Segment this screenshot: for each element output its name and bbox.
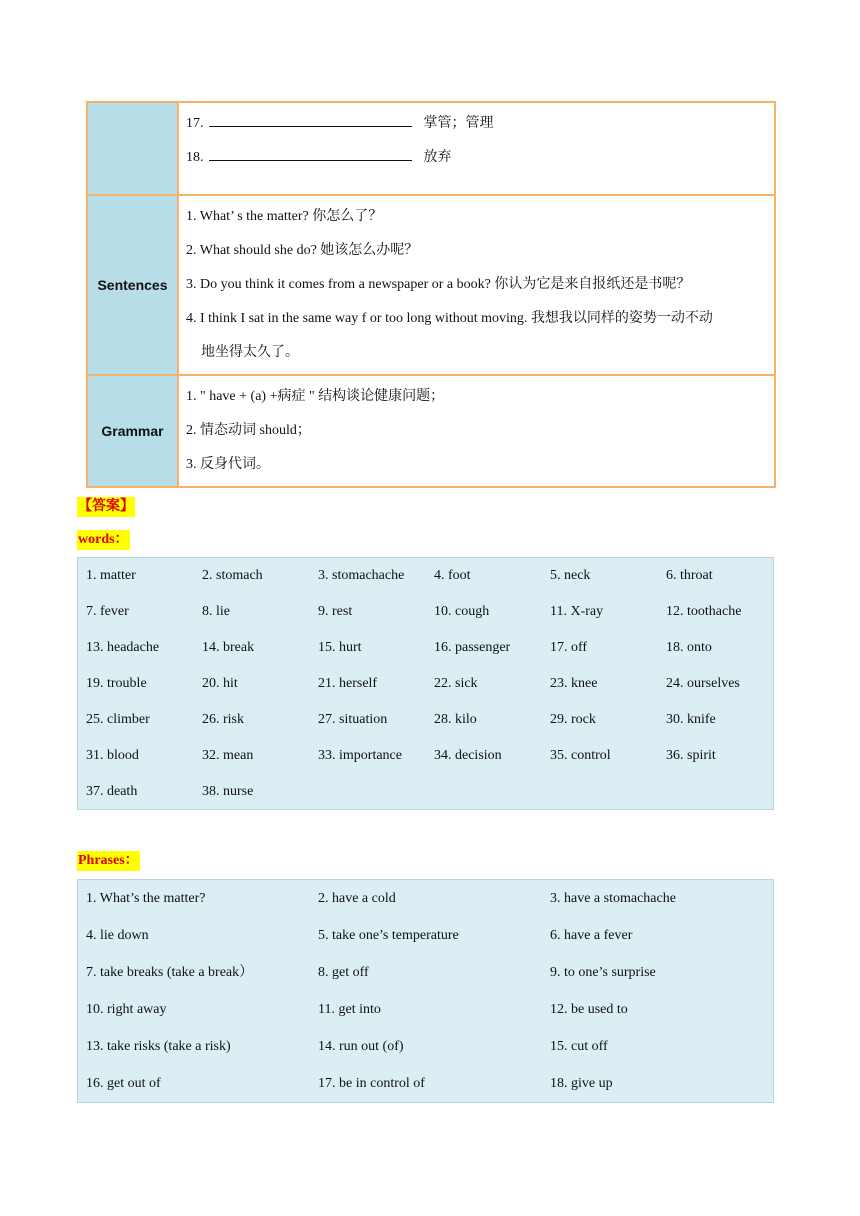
sentence-line: 2. What should she do? 她该怎么办呢？ bbox=[186, 243, 419, 258]
phrase-answer-item: 12. be used to bbox=[550, 1002, 628, 1017]
fill-blank bbox=[209, 148, 412, 161]
grammar-line: 1. " have + (a) +病症 " 结构谈论健康问题； bbox=[186, 389, 445, 404]
word-number: 18. bbox=[186, 150, 204, 165]
word-line-18 bbox=[186, 141, 768, 175]
grammar-line: 3. 反身代词。 bbox=[186, 457, 270, 472]
word-answer-item: 35. control bbox=[550, 748, 611, 763]
word-answer-item: 10. cough bbox=[434, 604, 490, 619]
word-number: 17. bbox=[186, 116, 204, 131]
table-row-grammar bbox=[88, 374, 774, 486]
word-answer-item: 4. foot bbox=[434, 568, 471, 583]
word-answer-item: 25. climber bbox=[86, 712, 150, 727]
phrase-answer-item: 3. have a stomachache bbox=[550, 891, 676, 906]
word-answer-item: 5. neck bbox=[550, 568, 591, 583]
grammar-line: 2. 情态动词 should； bbox=[186, 423, 311, 438]
word-answer-item: 11. X-ray bbox=[550, 604, 604, 619]
phrases-grid bbox=[78, 880, 773, 1102]
words-grid bbox=[78, 558, 773, 810]
word-answer-item: 18. onto bbox=[666, 640, 712, 655]
phrase-answer-item: 18. give up bbox=[550, 1076, 613, 1091]
word-answer-item: 17. off bbox=[550, 640, 588, 655]
words-heading: words： bbox=[77, 530, 130, 550]
phrase-answer-item: 9. to one’s surprise bbox=[550, 965, 656, 980]
word-answer-item: 33. importance bbox=[318, 748, 402, 763]
phrase-answer-item: 13. take risks (take a risk) bbox=[86, 1039, 231, 1054]
word-answer-item: 14. break bbox=[202, 640, 255, 655]
word-answer-item: 9. rest bbox=[318, 604, 353, 619]
word-answer-item: 6. throat bbox=[666, 568, 713, 583]
phrase-answer-item: 15. cut off bbox=[550, 1039, 608, 1054]
sentence-line-continued: 地坐得太久了。 bbox=[201, 345, 299, 360]
phrases-heading: Phrases： bbox=[77, 851, 140, 871]
word-answer-item: 38. nurse bbox=[202, 784, 254, 799]
word-answer-item: 27. situation bbox=[318, 712, 388, 727]
word-meaning: 放弃 bbox=[423, 150, 452, 165]
word-answer-item: 37. death bbox=[86, 784, 138, 799]
phrase-answer-item: 7. take breaks (take a break） bbox=[86, 965, 254, 980]
word-answer-item: 1. matter bbox=[86, 568, 136, 583]
word-answer-item: 31. blood bbox=[86, 748, 139, 763]
table-row-words bbox=[88, 103, 774, 194]
row-content-sentences bbox=[179, 196, 774, 374]
sentence-line: 3. Do you think it comes from a newspaper or a book? 你认为它是来自报纸还是书呢？ bbox=[186, 277, 691, 292]
word-answer-item: 2. stomach bbox=[202, 568, 263, 583]
row-content-words bbox=[179, 103, 774, 194]
word-answer-item: 28. kilo bbox=[434, 712, 477, 727]
word-answer-item: 20. hit bbox=[202, 676, 238, 691]
word-answer-item: 7. fever bbox=[86, 604, 129, 619]
word-answer-item: 8. lie bbox=[202, 604, 230, 619]
answer-heading: 【答案】 bbox=[77, 497, 135, 517]
row-label-sentences: Sentences bbox=[88, 196, 179, 374]
words-answer-box bbox=[77, 557, 774, 810]
phrase-answer-item: 17. be in control of bbox=[318, 1076, 425, 1091]
row-content-grammar bbox=[179, 376, 774, 486]
sentence-line: 4. I think I sat in the same way f or too long without moving. 我想我以同样的姿势一动不动 bbox=[186, 311, 713, 326]
fill-blank bbox=[209, 114, 412, 127]
word-answer-item: 16. passenger bbox=[434, 640, 511, 655]
phrase-answer-item: 2. have a cold bbox=[318, 891, 396, 906]
word-answer-item: 23. knee bbox=[550, 676, 598, 691]
word-answer-item: 13. headache bbox=[86, 640, 160, 655]
word-answer-item: 29. rock bbox=[550, 712, 596, 727]
table-row-sentences bbox=[88, 194, 774, 374]
vocabulary-table bbox=[86, 101, 776, 488]
word-meaning: 掌管；管理 bbox=[423, 116, 494, 131]
word-answer-item: 21. herself bbox=[318, 676, 378, 691]
phrase-answer-item: 14. run out (of) bbox=[318, 1039, 404, 1054]
phrase-answer-item: 11. get into bbox=[318, 1002, 381, 1017]
word-answer-item: 34. decision bbox=[434, 748, 502, 763]
phrases-answer-box bbox=[77, 879, 774, 1103]
word-answer-item: 12. toothache bbox=[666, 604, 742, 619]
phrase-answer-item: 6. have a fever bbox=[550, 928, 633, 943]
sentence-line: 1. What’ s the matter? 你怎么了？ bbox=[186, 209, 383, 224]
phrase-answer-item: 8. get off bbox=[318, 965, 369, 980]
phrase-answer-item: 4. lie down bbox=[86, 928, 149, 943]
row-label-words bbox=[88, 103, 179, 194]
word-answer-item: 26. risk bbox=[202, 712, 244, 727]
phrase-answer-item: 1. What’s the matter? bbox=[86, 891, 206, 906]
word-answer-item: 36. spirit bbox=[666, 748, 716, 763]
word-answer-item: 24. ourselves bbox=[666, 676, 740, 691]
phrase-answer-item: 16. get out of bbox=[86, 1076, 161, 1091]
word-line-17 bbox=[186, 107, 768, 141]
word-answer-item: 22. sick bbox=[434, 676, 478, 691]
word-answer-item: 32. mean bbox=[202, 748, 254, 763]
word-answer-item: 19. trouble bbox=[86, 676, 147, 691]
word-answer-item: 15. hurt bbox=[318, 640, 362, 655]
row-label-grammar: Grammar bbox=[88, 376, 179, 486]
word-answer-item: 30. knife bbox=[666, 712, 716, 727]
word-answer-item: 3. stomachache bbox=[318, 568, 405, 583]
phrase-answer-item: 5. take one’s temperature bbox=[318, 928, 459, 943]
phrase-answer-item: 10. right away bbox=[86, 1002, 167, 1017]
